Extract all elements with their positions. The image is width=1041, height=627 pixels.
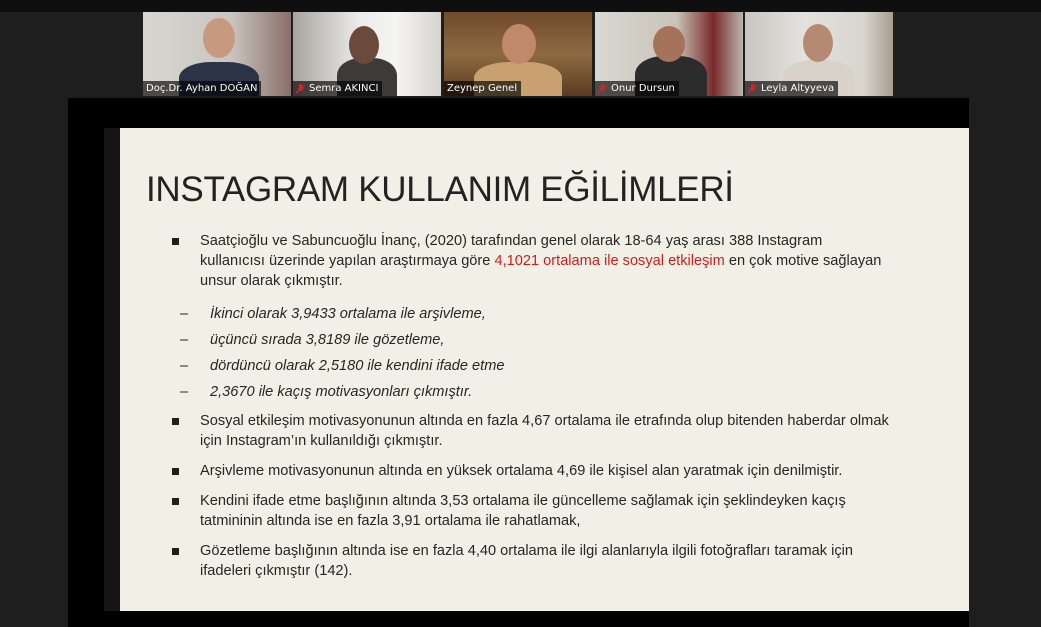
- participant-name: Leyla Altyyeva: [761, 83, 835, 94]
- bullet-item: Saatçioğlu ve Sabuncuoğlu İnanç, (2020) tarafından genel olarak 18-64 yaş arası 388 Instagram kullanıcısı üzerinde yapılan araştırmaya göre 4,1021 ortalama ile sosyal etkileşim en çok motive sağlayan unsur olarak çıkmıştır.: [170, 231, 890, 291]
- participant-face: [653, 26, 685, 62]
- participant-name-tag: [143, 81, 261, 96]
- sub-item: – dördüncü olarak 2,5180 ile kendini ifade etme: [170, 353, 890, 379]
- slide-accent-stripe: [104, 128, 120, 611]
- highlighted-text: 4,1021 ortalama ile sosyal etkileşim: [494, 253, 725, 269]
- participant-video-strip: [143, 12, 895, 98]
- dash-icon: –: [180, 306, 189, 322]
- dash-icon: –: [180, 358, 189, 374]
- mic-muted-icon: [748, 84, 757, 94]
- bullet-item: Sosyal etkileşim motivasyonunun altında en fazla 4,67 ortalama ile etrafında olup bitenden haberdar olmak için Instagram’ın kullanıldığı çıkmıştır.: [170, 411, 890, 451]
- participant-name: Semra AKINCI: [309, 83, 379, 94]
- bullet-square-icon: [172, 498, 179, 505]
- participant-name-tag: [745, 81, 838, 96]
- dash-icon: –: [180, 384, 189, 400]
- sub-item: – İkinci olarak 3,9433 ortalama ile arşivleme,: [170, 301, 890, 327]
- slide-title: INSTAGRAM KULLANIM EĞİLİMLERİ: [146, 170, 734, 209]
- participant-tile-onur[interactable]: [595, 12, 743, 96]
- participant-name: Onur Dursun: [611, 83, 675, 94]
- participant-name-tag: [293, 81, 382, 96]
- mic-muted-icon: [598, 84, 607, 94]
- sub-item: – üçüncü sırada 3,8189 ile gözetleme,: [170, 327, 890, 353]
- participant-tile-zeynep[interactable]: [444, 12, 592, 96]
- slide-content: [170, 231, 890, 591]
- top-bar: [0, 0, 1041, 12]
- participant-name-tag: [444, 81, 521, 96]
- mic-muted-icon: [296, 84, 305, 94]
- bullet-item: Arşivleme motivasyonunun altında en yüksek ortalama 4,69 ile kişisel alan yaratmak için denilmiştir.: [170, 461, 890, 481]
- bullet-square-icon: [172, 418, 179, 425]
- participant-tile-leyla[interactable]: [745, 12, 893, 96]
- bullet-item: Kendini ifade etme başlığının altında 3,53 ortalama ile güncelleme sağlamak için şeklindeyken kaçış tatmininin altında ise en fazla 3,91 ortalama ile rahatlamak,: [170, 491, 890, 531]
- sub-item: – 2,3670 ile kaçış motivasyonları çıkmıştır.: [170, 379, 890, 405]
- participant-tile-semra[interactable]: [293, 12, 441, 96]
- participant-face: [349, 26, 379, 64]
- participant-name: Zeynep Genel: [447, 83, 518, 94]
- bullet-square-icon: [172, 238, 179, 245]
- participant-face: [502, 24, 536, 64]
- presentation-slide: [104, 128, 969, 611]
- dash-icon: –: [180, 332, 189, 348]
- bullet-square-icon: [172, 548, 179, 555]
- slide-bottom-bar: [68, 611, 969, 627]
- participant-name: Doç.Dr. Ayhan DOĞAN: [146, 83, 258, 94]
- participant-face: [203, 18, 235, 58]
- bullet-square-icon: [172, 468, 179, 475]
- participant-name-tag: [595, 81, 679, 96]
- bullet-item: Gözetleme başlığının altında ise en fazla 4,40 ortalama ile ilgi alanlarıyla ilgili fotoğrafları taramak için ifadeleri çıkmıştır (142).: [170, 541, 890, 581]
- participant-face: [803, 24, 833, 62]
- participant-tile-ayhan[interactable]: [143, 12, 291, 96]
- slide-top-bar: [68, 98, 969, 128]
- sub-list: [170, 301, 890, 405]
